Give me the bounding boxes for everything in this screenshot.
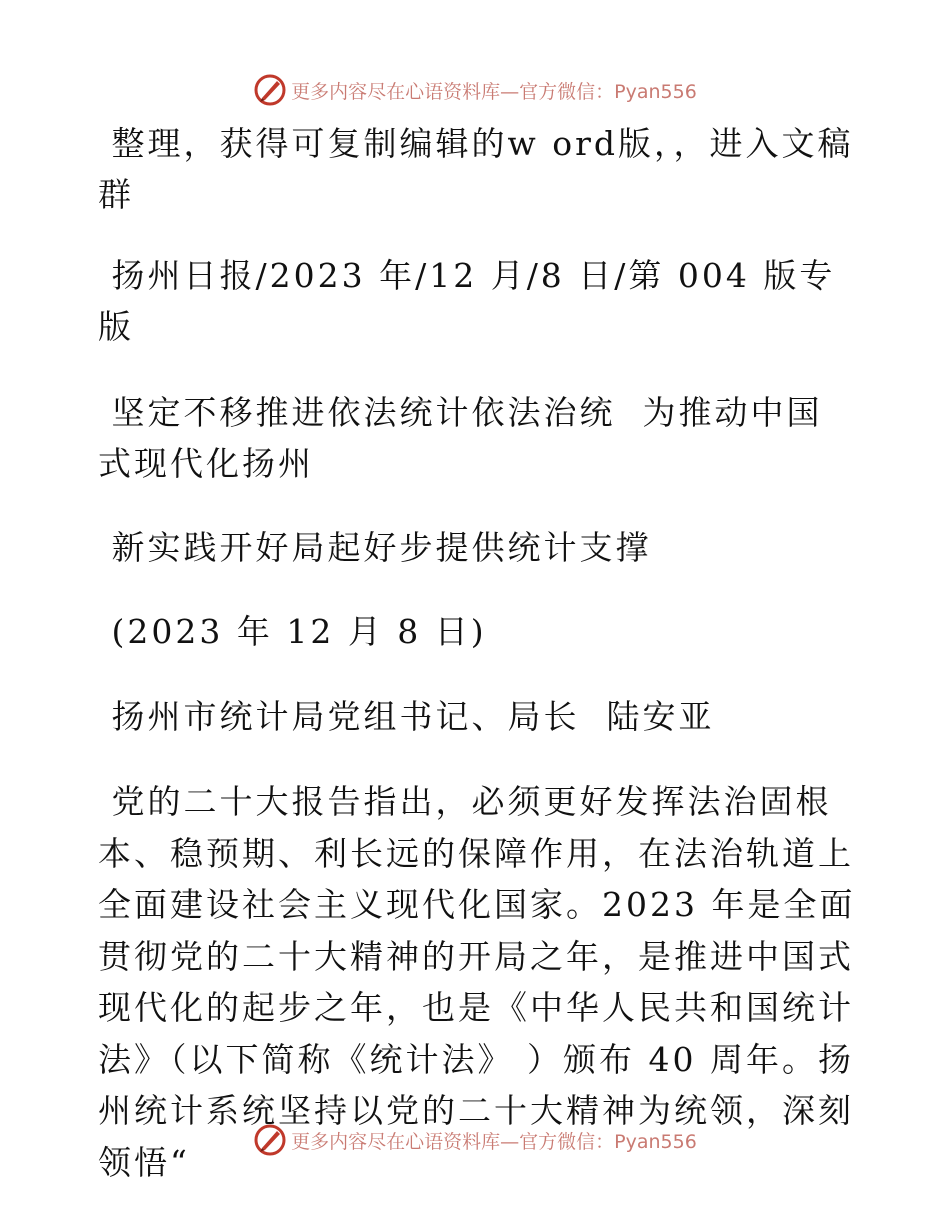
- article-author: 扬州市统计局党组书记、局长 陆安亚: [98, 697, 715, 736]
- quill-logo-icon: [253, 1123, 287, 1157]
- article-title: 坚定不移推进依法统计依法治统 为推动中国式现代化扬州: [98, 393, 823, 483]
- body-paragraph: 党的二十大报告指出，必须更好发挥法治固根本、稳预期、利长远的保障作用，在法治轨道上全面建设社会主义现代化国家。2023 年是全面贯彻党的二十大精神的开局之年，是推进中国式现代化的起步之年，也是《中华人民共和国统计法》（以下简称《统计法》 ）颁布 40 周年。扬州统计系统坚持以党的二十大精神为统领，深刻领悟“: [98, 782, 856, 1182]
- article-date: (2023 年 12 月 8 日): [98, 612, 487, 651]
- watermark-footer: [0, 1120, 950, 1160]
- watermark-label: 更多内容尽在心语资料库—官方微信：Pyan556: [291, 80, 697, 103]
- article-subtitle: 新实践开好局起好步提供统计支撑: [98, 528, 652, 567]
- watermark-header: [0, 70, 950, 110]
- quill-logo-icon: [253, 73, 287, 107]
- intro-line: 整理，获得可复制编辑的w ord版，，进入文稿群: [98, 124, 854, 214]
- source-line: 扬州日报/2023 年/12 月/8 日/第 004 版专版: [98, 256, 836, 346]
- document-body: [98, 118, 858, 1188]
- watermark-label: 更多内容尽在心语资料库—官方微信：Pyan556: [291, 1130, 697, 1153]
